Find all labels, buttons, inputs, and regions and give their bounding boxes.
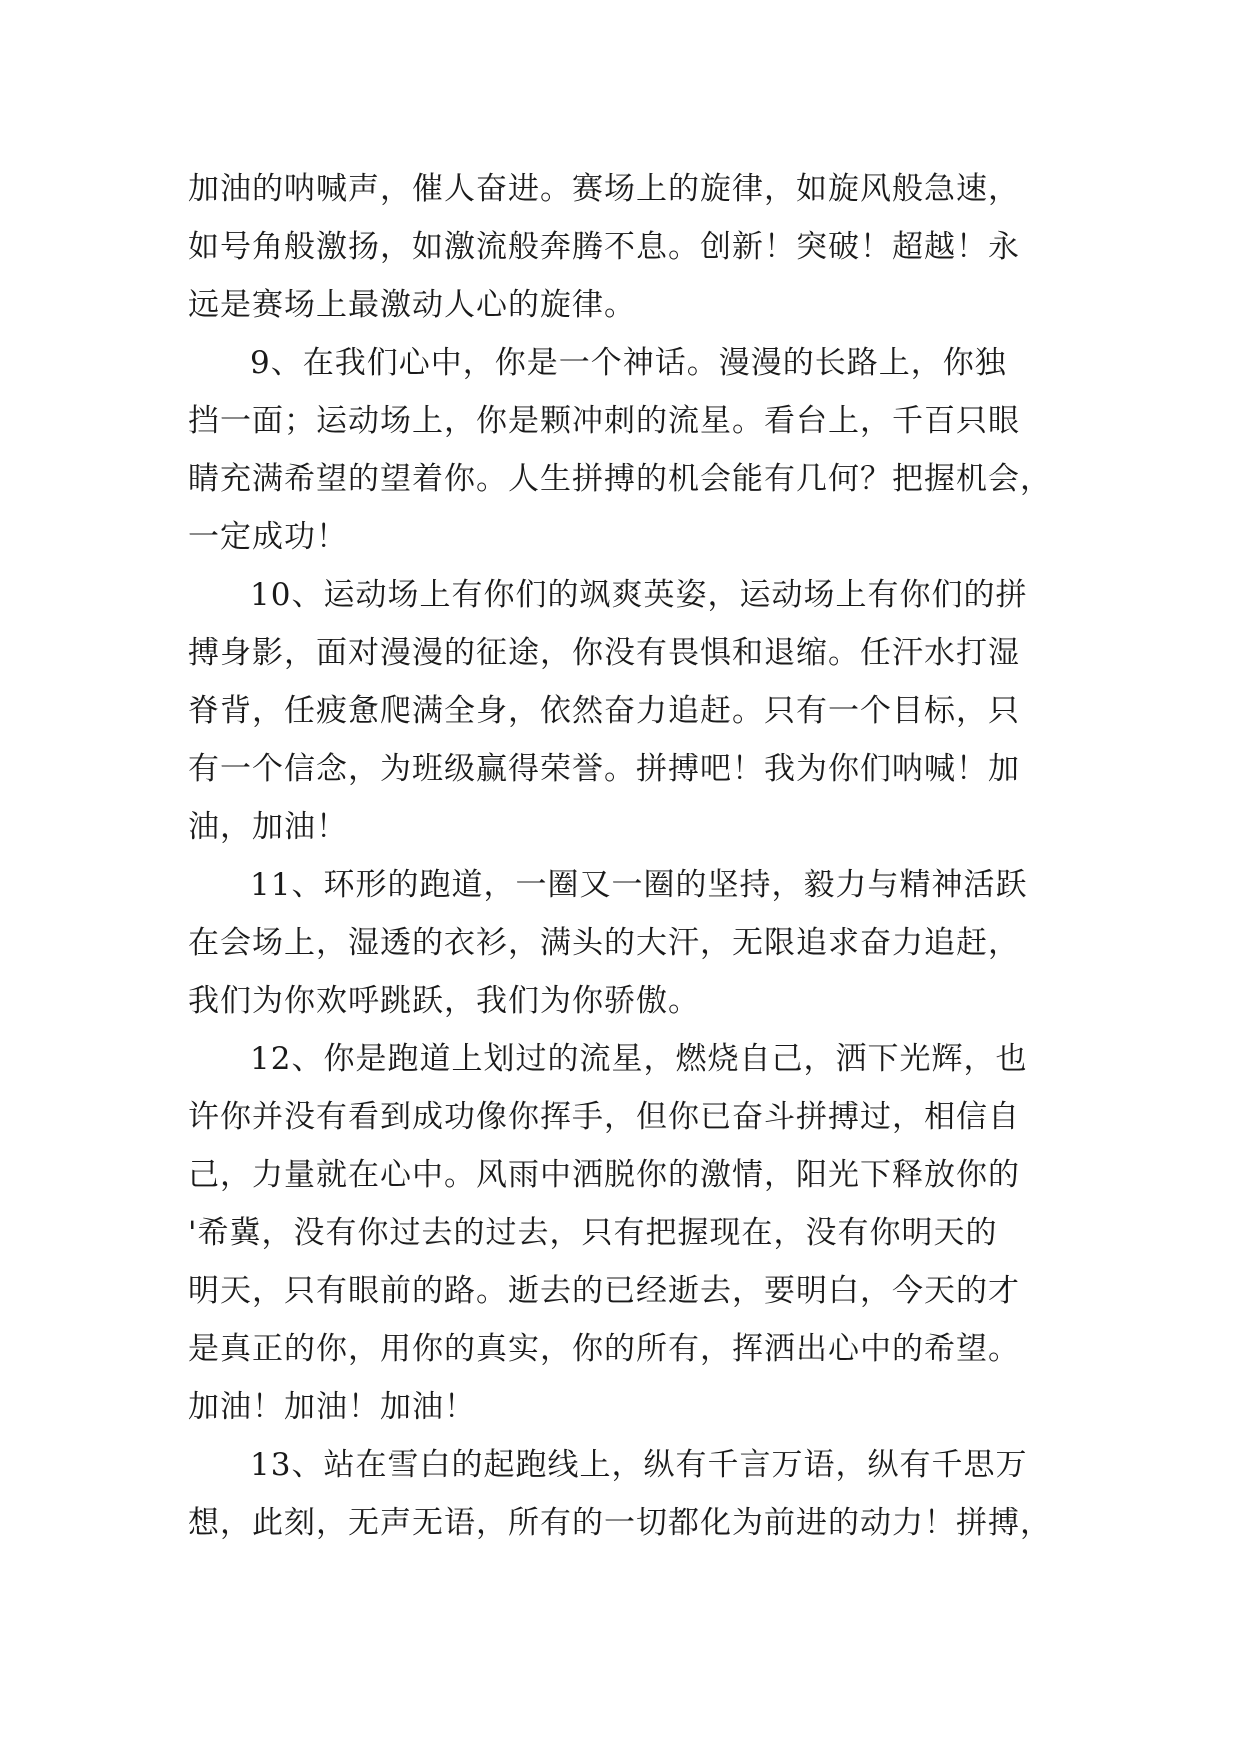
text-line: 远是赛场上最激动人心的旋律。 [188, 287, 636, 323]
text-line: 我们为你欢呼跳跃，我们为你骄傲。 [188, 983, 700, 1019]
paragraph-start-line: 10、运动场上有你们的飒爽英姿，运动场上有你们的拼 [250, 577, 1028, 613]
paragraph-start-line: 12、你是跑道上划过的流星，燃烧自己，洒下光辉，也 [250, 1041, 1028, 1077]
paragraph-start-line: 13、站在雪白的起跑线上，纵有千言万语，纵有千思万 [250, 1447, 1028, 1483]
text-line: 明天，只有眼前的路。逝去的已经逝去，要明白，今天的才 [188, 1273, 1020, 1309]
text-line: 睛充满希望的望着你。人生拼搏的机会能有几何？把握机会， [188, 461, 1052, 497]
text-line: 搏身影，面对漫漫的征途，你没有畏惧和退缩。任汗水打湿 [188, 635, 1020, 671]
text-line: 挡一面；运动场上，你是颗冲刺的流星。看台上，千百只眼 [188, 403, 1020, 439]
document-body [188, 160, 1068, 1552]
text-line: 一定成功！ [188, 519, 348, 555]
text-line: 己，力量就在心中。风雨中洒脱你的激情，阳光下释放你的 [188, 1157, 1020, 1193]
text-line: 加油的呐喊声，催人奋进。赛场上的旋律，如旋风般急速， [188, 171, 1020, 207]
text-line: '希冀，没有你过去的过去，只有把握现在，没有你明天的 [188, 1215, 998, 1251]
text-line: 油，加油！ [188, 809, 348, 845]
text-line: 有一个信念，为班级赢得荣誉。拼搏吧！我为你们呐喊！加 [188, 751, 1020, 787]
text-line: 在会场上，湿透的衣衫，满头的大汗，无限追求奋力追赶， [188, 925, 1020, 961]
text-line: 想，此刻，无声无语，所有的一切都化为前进的动力！拼搏， [188, 1505, 1052, 1541]
text-line: 加油！加油！加油！ [188, 1389, 476, 1425]
paragraph-start-line: 9、在我们心中，你是一个神话。漫漫的长路上，你独 [250, 345, 1007, 381]
text-line: 是真正的你，用你的真实，你的所有，挥洒出心中的希望。 [188, 1331, 1020, 1367]
text-line: 许你并没有看到成功像你挥手，但你已奋斗拼搏过，相信自 [188, 1099, 1020, 1135]
paragraph-start-line: 11、环形的跑道，一圈又一圈的坚持，毅力与精神活跃 [250, 867, 1028, 903]
text-line: 如号角般激扬，如激流般奔腾不息。创新！突破！超越！永 [188, 229, 1020, 265]
text-line: 脊背，任疲惫爬满全身，依然奋力追赶。只有一个目标，只 [188, 693, 1020, 729]
